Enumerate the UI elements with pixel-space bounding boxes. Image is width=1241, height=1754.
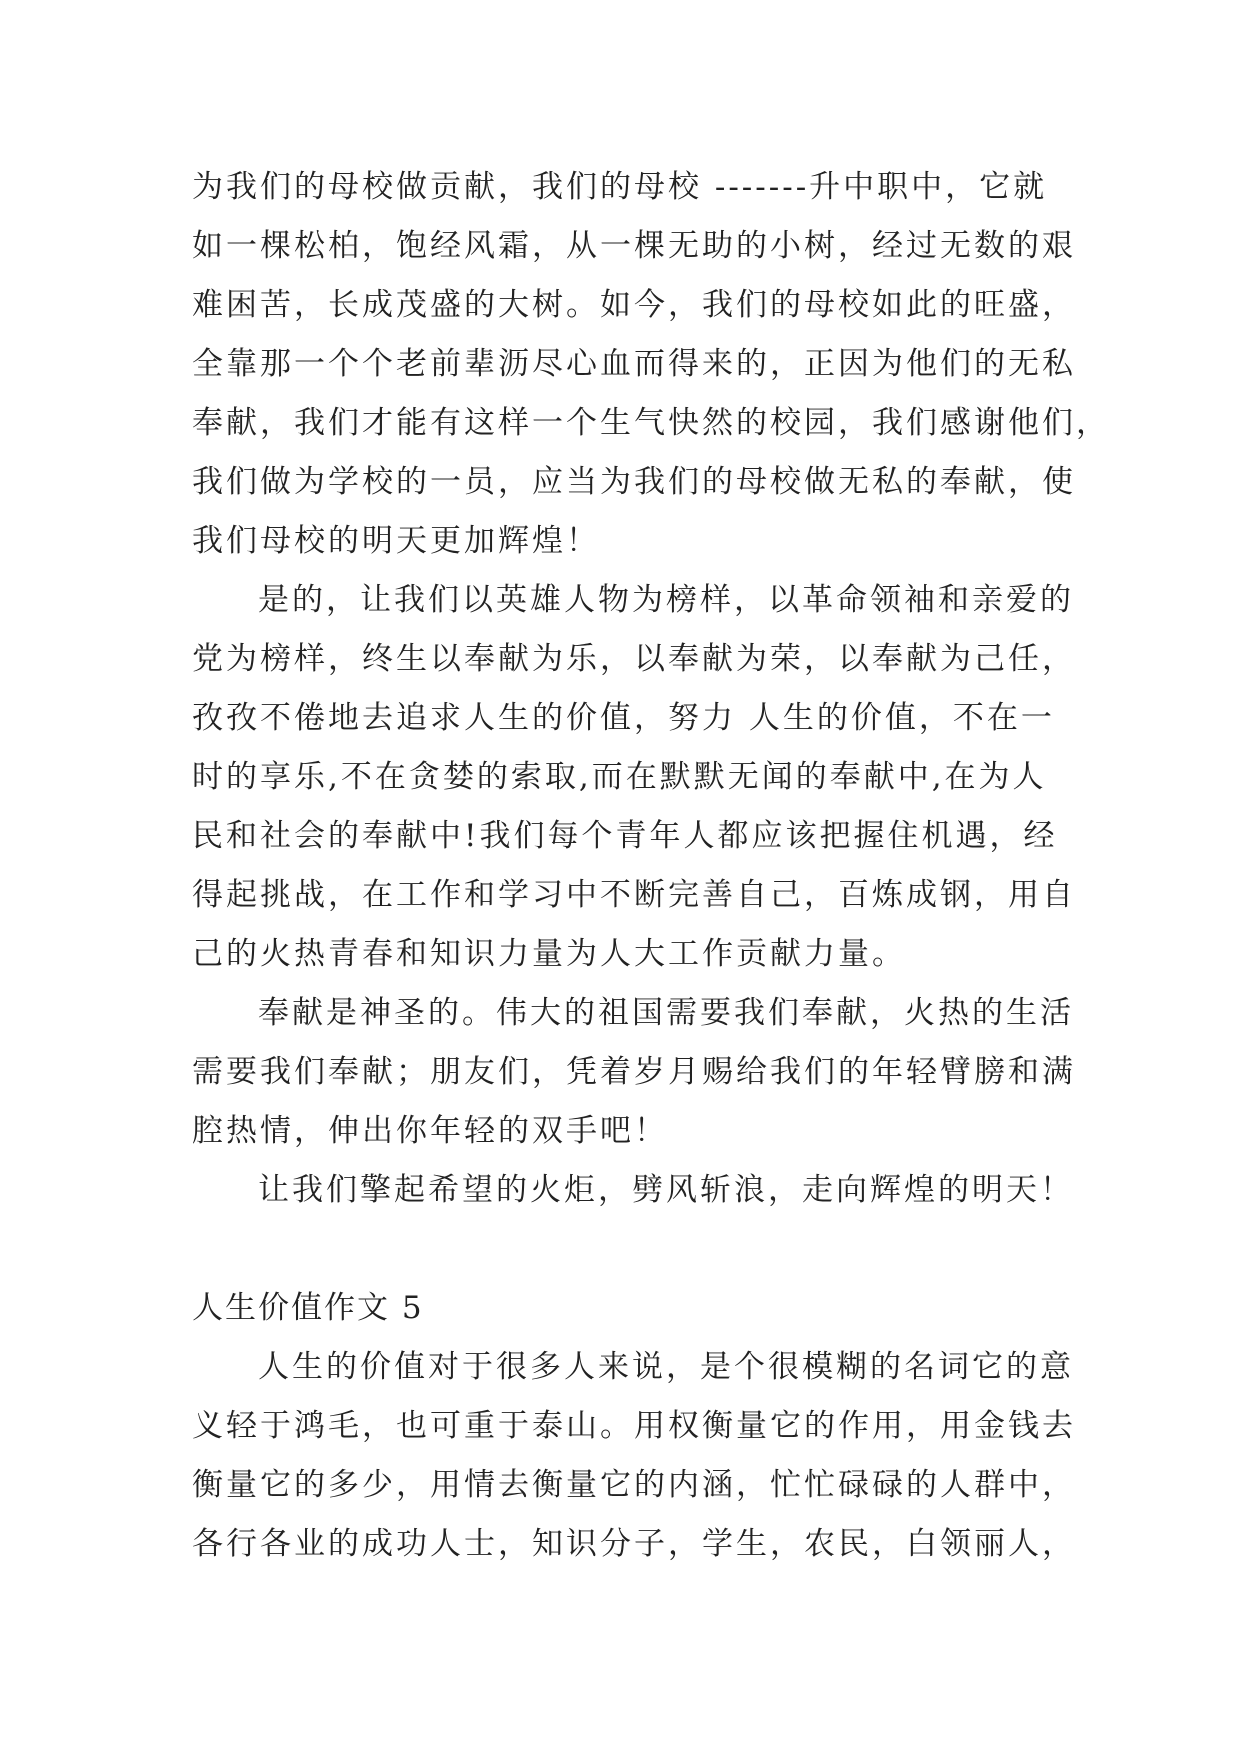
blank-line — [192, 1220, 1072, 1279]
paragraph-2-line-4: 时的享乐,不在贪婪的索取,而在默默无闻的奉献中,在为人 — [192, 759, 1047, 795]
paragraph-2-line-7: 己的火热青春和知识力量为人大工作贡献力量。 — [192, 936, 906, 972]
paragraph-1-line-3: 难困苦，长成茂盛的大树。如今，我们的母校如此的旺盛， — [192, 287, 1076, 323]
paragraph-1-line-4: 全靠那一个个老前辈沥尽心血而得来的，正因为他们的无私 — [192, 346, 1076, 382]
document-body — [192, 158, 1110, 1574]
paragraph-1-line-6: 我们做为学校的一员，应当为我们的母校做无私的奉献，使 — [192, 464, 1076, 500]
paragraph-3-line-3: 腔热情，伸出你年轻的双手吧！ — [192, 1113, 668, 1149]
final-paragraph-line-1: 人生的价值对于很多人来说，是个很模糊的名词它的意 — [258, 1349, 1074, 1385]
paragraph-2-line-6: 得起挑战，在工作和学习中不断完善自己，百炼成钢，用自 — [192, 877, 1076, 913]
paragraph-1-line-1: 为我们的母校做贡献，我们的母校 -------升中职中，它就 — [192, 169, 1048, 205]
paragraph-1-line-2: 如一棵松柏，饱经风霜，从一棵无助的小树，经过无数的艰 — [192, 228, 1076, 264]
paragraph-3-line-1: 奉献是神圣的。伟大的祖国需要我们奉献，火热的生活 — [258, 995, 1074, 1031]
final-paragraph-line-4: 各行各业的成功人士，知识分子，学生，农民，白领丽人， — [192, 1526, 1076, 1562]
paragraph-2-line-5: 民和社会的奉献中!我们每个青年人都应该把握住机遇，经 — [192, 818, 1058, 854]
paragraph-2-line-1: 是的，让我们以英雄人物为榜样，以革命领袖和亲爱的 — [258, 582, 1074, 618]
paragraph-1-line-7: 我们母校的明天更加辉煌！ — [192, 523, 600, 559]
final-paragraph-line-2: 义轻于鸿毛，也可重于泰山。用权衡量它的作用，用金钱去 — [192, 1408, 1076, 1444]
paragraph-1-line-5: 奉献，我们才能有这样一个生气快然的校园，我们感谢他们， — [192, 405, 1110, 441]
paragraph-3-line-2: 需要我们奉献；朋友们，凭着岁月赐给我们的年轻臂膀和满 — [192, 1054, 1076, 1090]
paragraph-4-line-1: 让我们擎起希望的火炬，劈风斩浪，走向辉煌的明天！ — [258, 1172, 1074, 1208]
paragraph-2-line-2: 党为榜样，终生以奉献为乐，以奉献为荣，以奉献为己任， — [192, 641, 1076, 677]
final-paragraph-line-3: 衡量它的多少，用情去衡量它的内涵，忙忙碌碌的人群中， — [192, 1467, 1076, 1503]
paragraph-2-line-3: 孜孜不倦地去追求人生的价值，努力 人生的价值，不在一 — [192, 700, 1055, 736]
section-heading: 人生价值作文 5 — [192, 1290, 424, 1326]
